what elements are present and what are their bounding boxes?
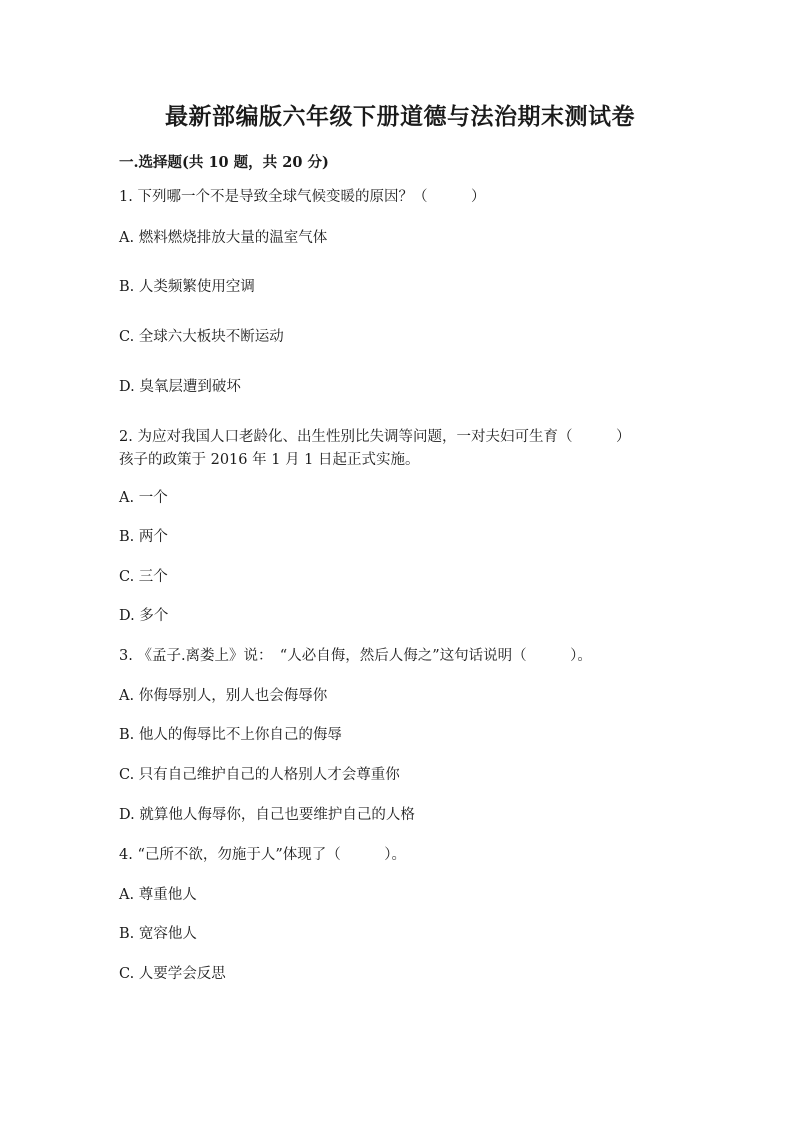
question-3-option-b: B. 他人的侮辱比不上你自己的侮辱 <box>119 727 342 743</box>
question-4-option-a: A. 尊重他人 <box>119 887 197 903</box>
question-1-option-b: B. 人类频繁使用空调 <box>119 279 255 295</box>
question-2-option-a: A. 一个 <box>119 490 168 506</box>
section-heading: 一.选择题(共 10 题，共 20 分) <box>119 154 329 171</box>
question-1-option-a: A. 燃料燃烧排放大量的温室气体 <box>119 230 328 246</box>
question-1-option-c: C. 全球六大板块不断运动 <box>119 329 284 345</box>
question-3-option-a: A. 你侮辱别人，别人也会侮辱你 <box>119 688 328 704</box>
question-3-option-d: D. 就算他人侮辱你，自己也要维护自己的人格 <box>119 807 415 823</box>
question-3-stem: 3. 《孟子.离娄上》说： “人必自侮，然后人侮之”这句话说明（ ）。 <box>119 648 592 664</box>
exam-title: 最新部编版六年级下册道德与法治期末测试卷 <box>165 103 635 130</box>
question-1-stem: 1. 下列哪一个不是导致全球气候变暖的原因？（ ） <box>119 189 486 205</box>
question-2-stem-line-2: 孩子的政策于 2016 年 1 月 1 日起正式实施。 <box>119 452 420 468</box>
question-4-option-b: B. 宽容他人 <box>119 926 197 942</box>
question-1-option-d: D. 臭氧层遭到破坏 <box>119 379 241 395</box>
question-2-option-c: C. 三个 <box>119 569 168 585</box>
question-2-option-d: D. 多个 <box>119 608 169 624</box>
question-3-option-c: C. 只有自己维护自己的人格别人才会尊重你 <box>119 767 400 783</box>
question-2-option-b: B. 两个 <box>119 529 168 545</box>
question-4-option-c: C. 人要学会反思 <box>119 966 226 982</box>
question-4-stem: 4. “己所不欲，勿施于人”体现了（ ）。 <box>119 847 407 863</box>
question-2-stem-line-1: 2. 为应对我国人口老龄化、出生性别比失调等问题，一对夫妇可生育（ ） <box>119 429 631 445</box>
